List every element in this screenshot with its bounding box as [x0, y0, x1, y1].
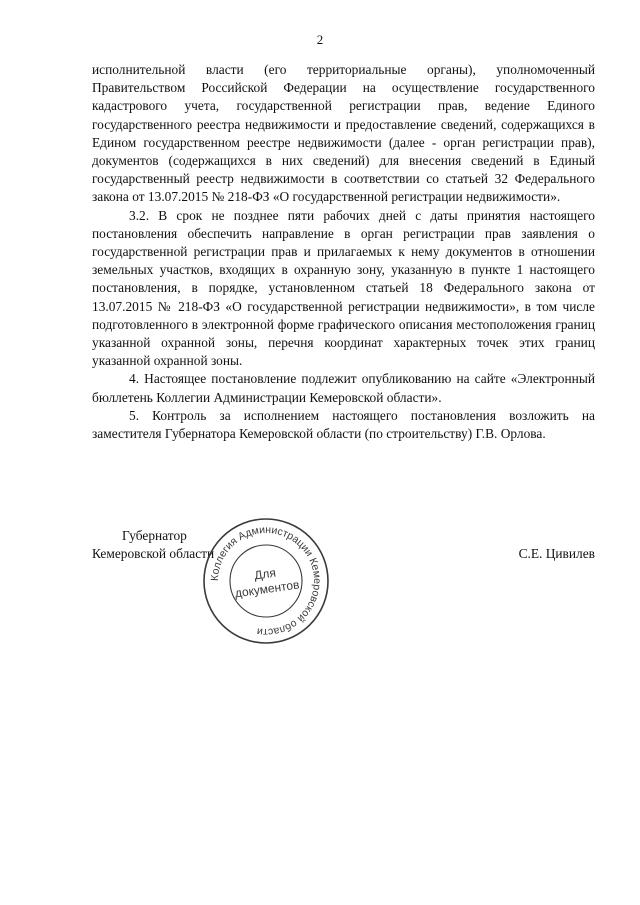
signatory-name: С.Е. Цивилев	[518, 546, 595, 561]
paragraph-continuation: исполнительной власти (его территориальные органы), уполномоченный Правительством Российской Федерации на осуществление государственного кадастрового учета, государственной регистрации прав, ведение Единого государственного реестра недвижимости и предоставление сведений, содержащихся в Едином государственном реестре недвижимости (далее - орган регистрации прав), документов (содержащихся в них сведений) для внесения сведений в Единый государственный реестр недвижимости в соответствии со статьей 32 Федерального закона от 13.07.2015 № 218-ФЗ «О государственной регистрации недвижимости».	[92, 62, 595, 205]
page-number: 2	[316, 32, 324, 47]
signatory-organization: Кемеровской области	[92, 546, 215, 561]
document-body	[92, 61, 595, 443]
stamp-center-line-1: Для	[253, 565, 277, 583]
official-seal-stamp	[201, 516, 331, 646]
stamp-graphic	[201, 516, 331, 646]
paragraph-5: 5. Контроль за исполнением настоящего постановления возложить на заместителя Губернатора Кемеровской области (по строительству) Г.В. Орлова.	[92, 407, 595, 442]
stamp-center-line-2: документов	[234, 577, 301, 601]
paragraph-4: 4. Настоящее постановление подлежит опубликованию на сайте «Электронный бюллетень Коллегии Администрации Кемеровской области».	[92, 371, 595, 405]
paragraph-3-2: 3.2. В срок не позднее пяти рабочих дней с даты принятия настоящего постановления обеспечить направление в орган регистрации прав заявления о государственной регистрации прав и прилагаемых к нему документов в отношении земельных участков, входящих в охранную зону, указанную в пункте 1 настоящего постановления, в порядке, установленном статьей 18 Федерального закона от 13.07.2015 № 218-ФЗ «О государственной регистрации недвижимости», в том числе подготовленного в электронной форме графического описания местоположения границ указанной охранной зоны, перечня координат характерных точек этих границ указанной охранной зоны.	[92, 207, 595, 369]
signature-block	[92, 527, 595, 657]
signatory-title: Губернатор	[122, 528, 187, 543]
stamp-ring-text: Коллегия Администрации Кемеровской области	[208, 523, 324, 639]
stamp-outer-ring	[204, 519, 328, 643]
